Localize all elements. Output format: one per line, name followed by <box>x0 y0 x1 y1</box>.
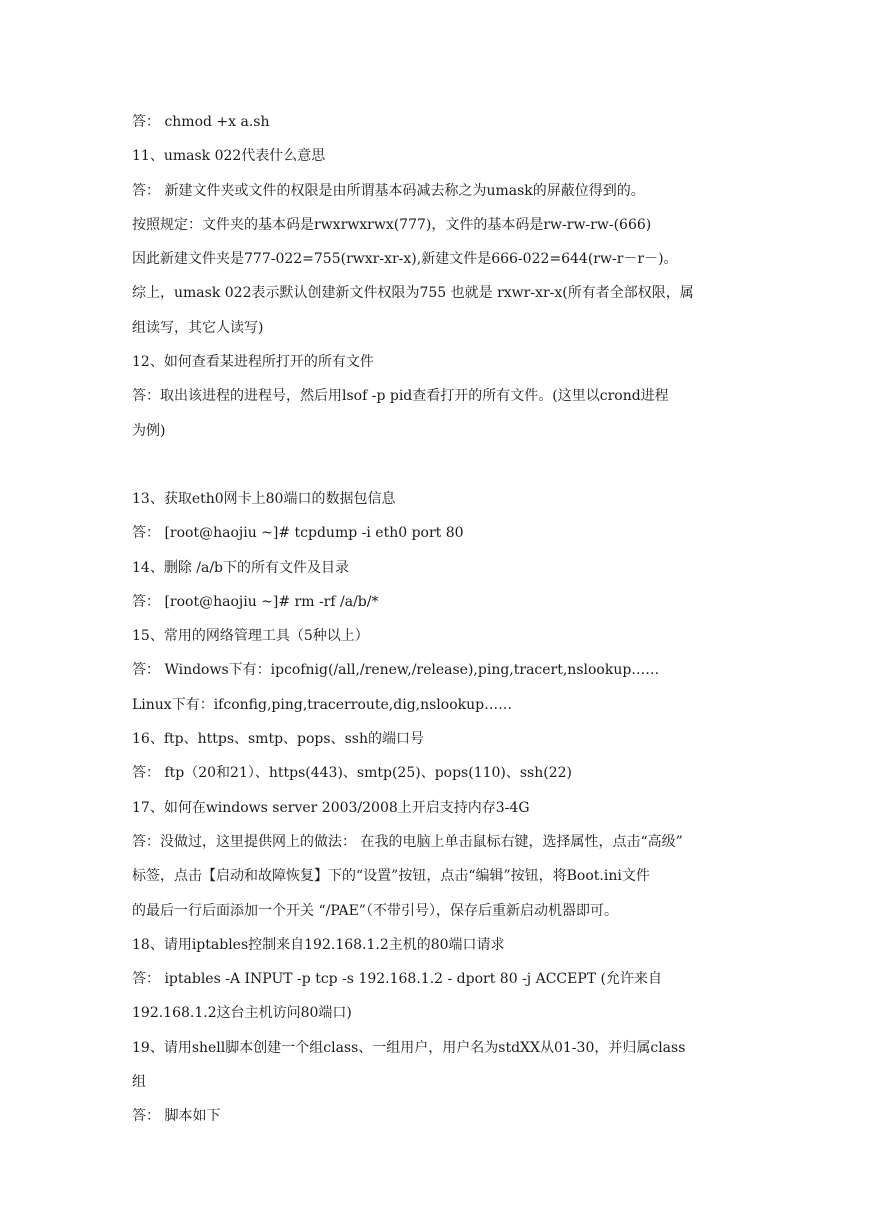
document-page <box>132 112 742 1141</box>
answer-16: 答： ftp（20和21）、https(443)、smtp(25)、pops(110)、ssh(22) <box>132 765 573 782</box>
answer-11-line-4: 综上，umask 022表示默认创建新文件权限为755 也就是 rxwr-xr-x(所有者全部权限，属 <box>132 285 694 302</box>
question-13: 13、获取eth0网卡上80端口的数据包信息 <box>132 490 396 507</box>
question-19-line-2: 组 <box>132 1074 146 1091</box>
question-17: 17、如何在windows server 2003/2008上开启支持内存3-4G <box>132 799 530 816</box>
question-14: 14、删除 /a/b下的所有文件及目录 <box>132 559 350 576</box>
answer-chmod: 答： chmod +x a.sh <box>132 114 270 130</box>
answer-12-line-2: 为例) <box>132 422 166 439</box>
answer-15-line-2: Linux下有：ifconfig,ping,tracerroute,dig,nslookup…… <box>132 696 513 713</box>
answer-11-line-1: 答： 新建文件夹或文件的权限是由所谓基本码减去称之为umask的屏蔽位得到的。 <box>132 182 645 199</box>
answer-18-line-1: 答： iptables -A INPUT -p tcp -s 192.168.1.2 - dport 80 -j ACCEPT (允许来自 <box>132 971 663 988</box>
answer-19: 答： 脚本如下 <box>132 1108 221 1125</box>
answer-11-line-3: 因此新建文件夹是777-022=755(rwxr-xr-x),新建文件是666-022=644(rw-r－r－)。 <box>132 251 678 268</box>
question-12: 12、如何查看某进程所打开的所有文件 <box>132 354 374 371</box>
question-16: 16、ftp、https、smtp、pops、ssh的端口号 <box>132 731 424 748</box>
answer-18-line-2: 192.168.1.2这台主机访问80端口) <box>132 1005 352 1022</box>
answer-17-line-2: 标签，点击【启动和故障恢复】下的“设置”按钮，点击“编辑”按钮，将Boot.ini文件 <box>132 868 650 885</box>
answer-11-line-5: 组读写，其它人读写) <box>132 319 264 336</box>
answer-17-line-3: 的最后一行后面添加一个开关 “/PAE”（不带引号），保存后重新启动机器即可。 <box>132 902 618 919</box>
question-19-line-1: 19、请用shell脚本创建一个组class、一组用户，用户名为stdXX从01-30，并归属class <box>132 1039 686 1056</box>
question-11: 11、umask 022代表什么意思 <box>132 148 326 165</box>
answer-13: 答： [root@haojiu ~]# tcpdump -i eth0 port 80 <box>132 525 464 542</box>
answer-11-line-2: 按照规定：文件夹的基本码是rwxrwxrwx(777)，文件的基本码是rw-rw-rw-(666) <box>132 216 652 233</box>
answer-12-line-1: 答：取出该进程的进程号，然后用lsof -p pid查看打开的所有文件。(这里以crond进程 <box>132 388 669 405</box>
answer-14: 答： [root@haojiu ~]# rm -rf /a/b/* <box>132 593 379 610</box>
answer-15-line-1: 答： Windows下有：ipcofnig(/all,/renew,/release),ping,tracert,nslookup…… <box>132 662 660 679</box>
paragraph-gap <box>132 455 742 489</box>
question-18: 18、请用iptables控制来自192.168.1.2主机的80端口请求 <box>132 936 505 953</box>
answer-17-line-1: 答：没做过，这里提供网上的做法： 在我的电脑上单击鼠标右键，选择属性，点击“高级” <box>132 833 683 850</box>
question-15: 15、常用的网络管理工具（5种以上） <box>132 628 369 645</box>
